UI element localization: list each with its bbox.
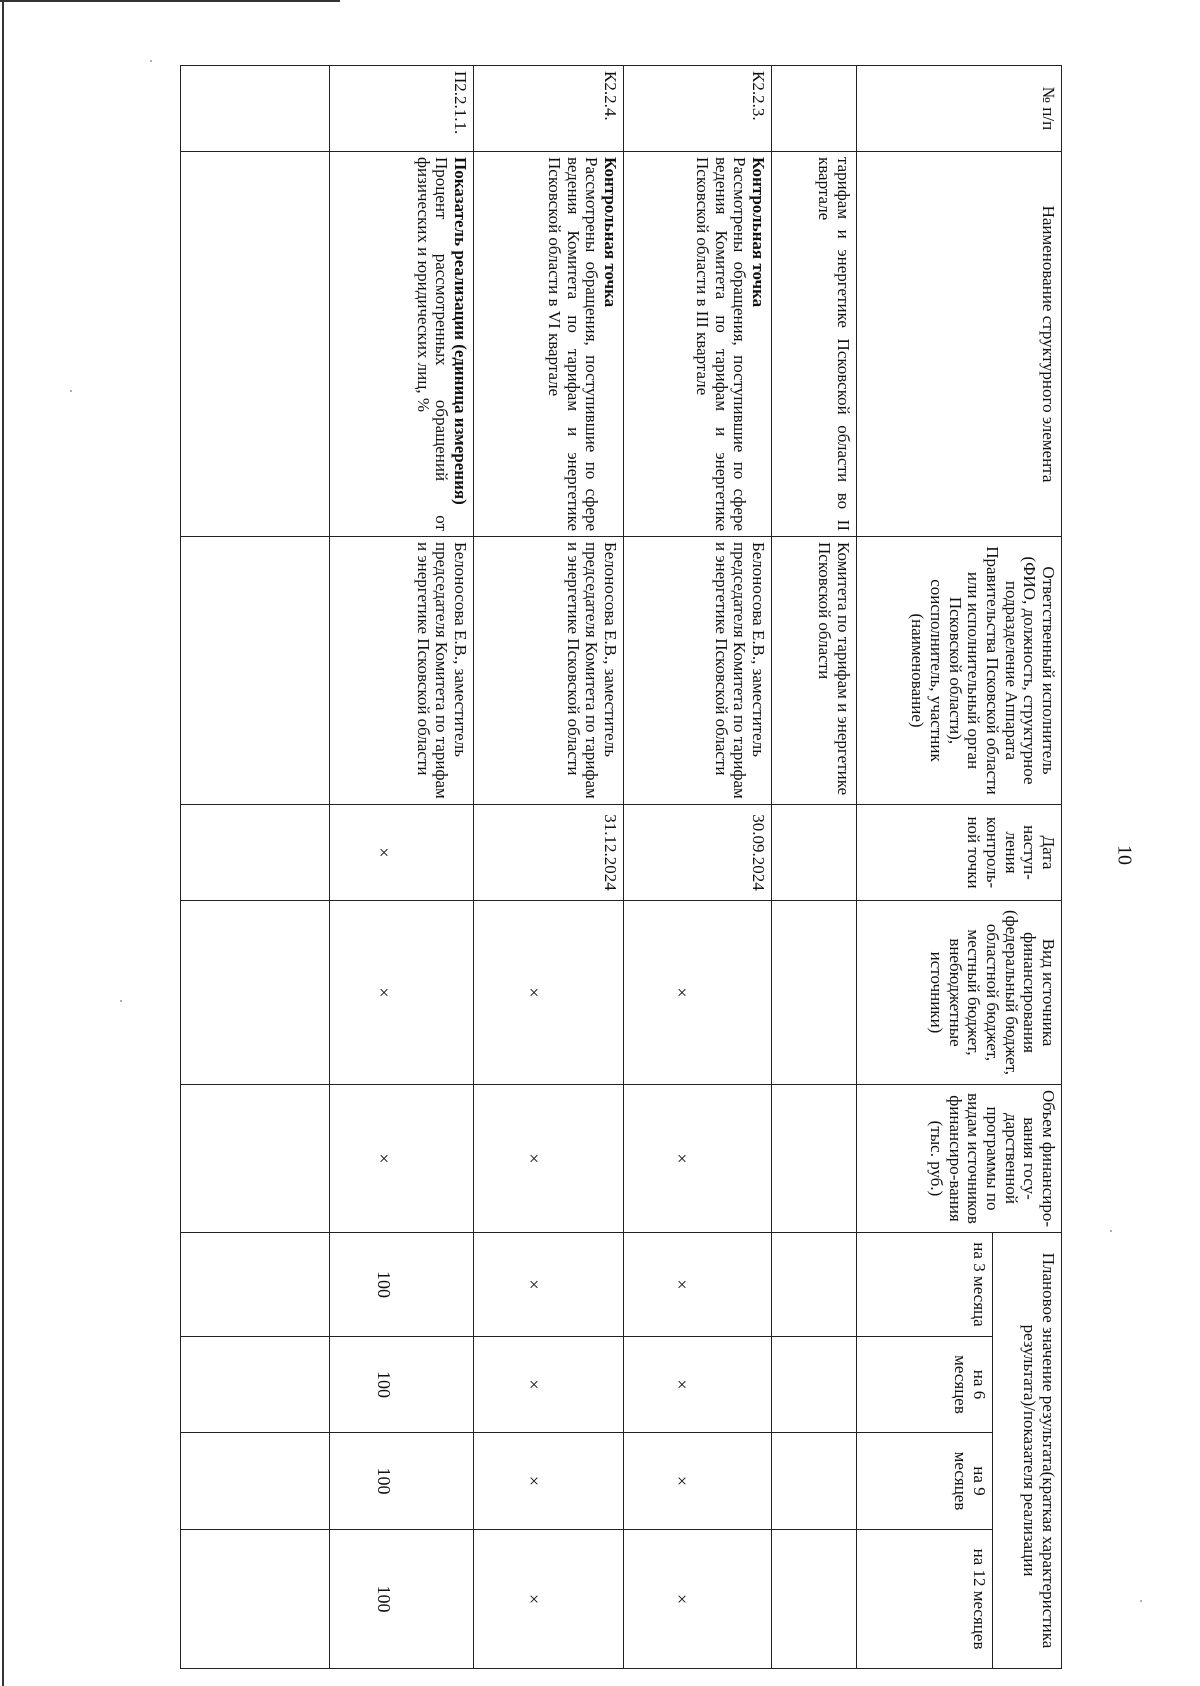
row-m3: × [624,1233,772,1337]
row-m12: × [474,1530,624,1669]
header-m6: на 6 месяцев [857,1337,993,1433]
table-row [624,66,772,1669]
row-title: Показатель реализации (единица измерения) [451,157,470,505]
row-m6: 100 [330,1337,474,1433]
scan-speck [1110,1230,1112,1232]
row-date: 31.12.2024 [474,805,624,901]
table-row [772,66,857,1669]
row-responsible: Белоносова Е.В., заместитель председателя Комитета по тарифам и энергетике Псковской области [624,537,772,805]
row-source [772,901,857,1085]
row-date [772,805,857,901]
scan-speck [150,60,152,62]
row-m9: × [474,1433,624,1530]
header-source: Вид источника финансирования (федеральный бюджет, областной бюджет, местный бюджет, внебюджетные источники) [857,901,1062,1085]
header-m12: на 12 месяцев [857,1530,993,1669]
header-date: Дата наступ-ления контроль-ной точки [857,805,1062,901]
empty-cell [181,1530,330,1669]
header-plan-group: Плановое значение результата(краткая характеристика результата)/показателя реализации [993,1233,1062,1669]
row-m9: 100 [330,1433,474,1530]
empty-cell [181,1337,330,1433]
row-name [330,152,474,537]
header-responsible: Ответственный исполнитель (ФИО, должность, структурное подразделение Аппарата Правительства Псковской области или исполнительный орган Псковской области), соисполнитель, участник (наименование) [857,537,1062,805]
row-volume: × [330,1085,474,1233]
empty-cell [181,805,330,901]
scan-speck [70,390,72,392]
row-m9 [772,1433,857,1530]
page-number: 10 [1113,845,1136,865]
row-text: Рассмотрены обращения, поступившие по сфере ведения Комитета по тарифам и энергетике Псковской области в III квартале [692,157,750,531]
row-source: × [330,901,474,1085]
row-m6: × [474,1337,624,1433]
program-table [180,65,1062,1669]
header-m9: на 9 месяцев [857,1433,993,1530]
row-m6 [772,1337,857,1433]
empty-cell [181,152,330,537]
empty-cell [181,537,330,805]
row-date: × [330,805,474,901]
rotated-table-container [180,65,1062,1668]
row-date: 30.09.2024 [624,805,772,901]
row-m12: × [624,1530,772,1669]
row-num: П2.2.1.1. [330,66,474,152]
row-name [772,152,857,537]
header-volume: Объем финансиро-вания госу-дарственной программы по видам источников финансиро-вания (тыс. руб.) [857,1085,1062,1233]
table-row [474,66,624,1669]
row-title: Контрольная точка [749,157,768,308]
row-source: × [474,901,624,1085]
scan-speck [120,1000,122,1002]
row-m12: 100 [330,1530,474,1669]
table-row [330,66,474,1669]
row-name [474,152,624,537]
row-m6: × [624,1337,772,1433]
scan-edge-left [2,0,4,1686]
row-text: Рассмотрены обращения, поступившие по сфере ведения Комитета по тарифам и энергетике Псковской области в VI квартале [544,157,602,531]
row-m3: × [474,1233,624,1337]
row-source: × [624,901,772,1085]
row-m3: 100 [330,1233,474,1337]
row-volume: × [624,1085,772,1233]
row-m9: × [624,1433,772,1530]
header-name: Наименование структурного элемента [857,152,1062,537]
scan-edge-top [0,0,340,2]
row-responsible: Комитета по тарифам и энергетике Псковской области [772,537,857,805]
row-m3 [772,1233,857,1337]
header-m3: на 3 месяца [857,1233,993,1337]
empty-cell [181,901,330,1085]
row-title: Контрольная точка [601,157,620,308]
row-num [772,66,857,152]
empty-cell [181,1085,330,1233]
row-num: К2.2.3. [624,66,772,152]
header-num: № п/п [857,66,1062,152]
row-volume [772,1085,857,1233]
row-num: К2.2.4. [474,66,624,152]
row-m12 [772,1530,857,1669]
row-volume: × [474,1085,624,1233]
table-row-empty [181,66,330,1669]
table-header-row [993,66,1062,1669]
row-text: тарифам и энергетике Псковской области во II квартале [815,157,853,531]
empty-cell [181,1233,330,1337]
empty-cell [181,66,330,152]
row-responsible: Белоносова Е.В., заместитель председателя Комитета по тарифам и энергетике Псковской области [474,537,624,805]
row-name [624,152,772,537]
empty-cell [181,1433,330,1530]
row-responsible: Белоносова Е.В., заместитель председателя Комитета по тарифам и энергетике Псковской области [330,537,474,805]
scan-speck [1140,1600,1142,1602]
row-text: Процент рассмотренных обращений от физических и юридических лиц, % [413,157,452,531]
